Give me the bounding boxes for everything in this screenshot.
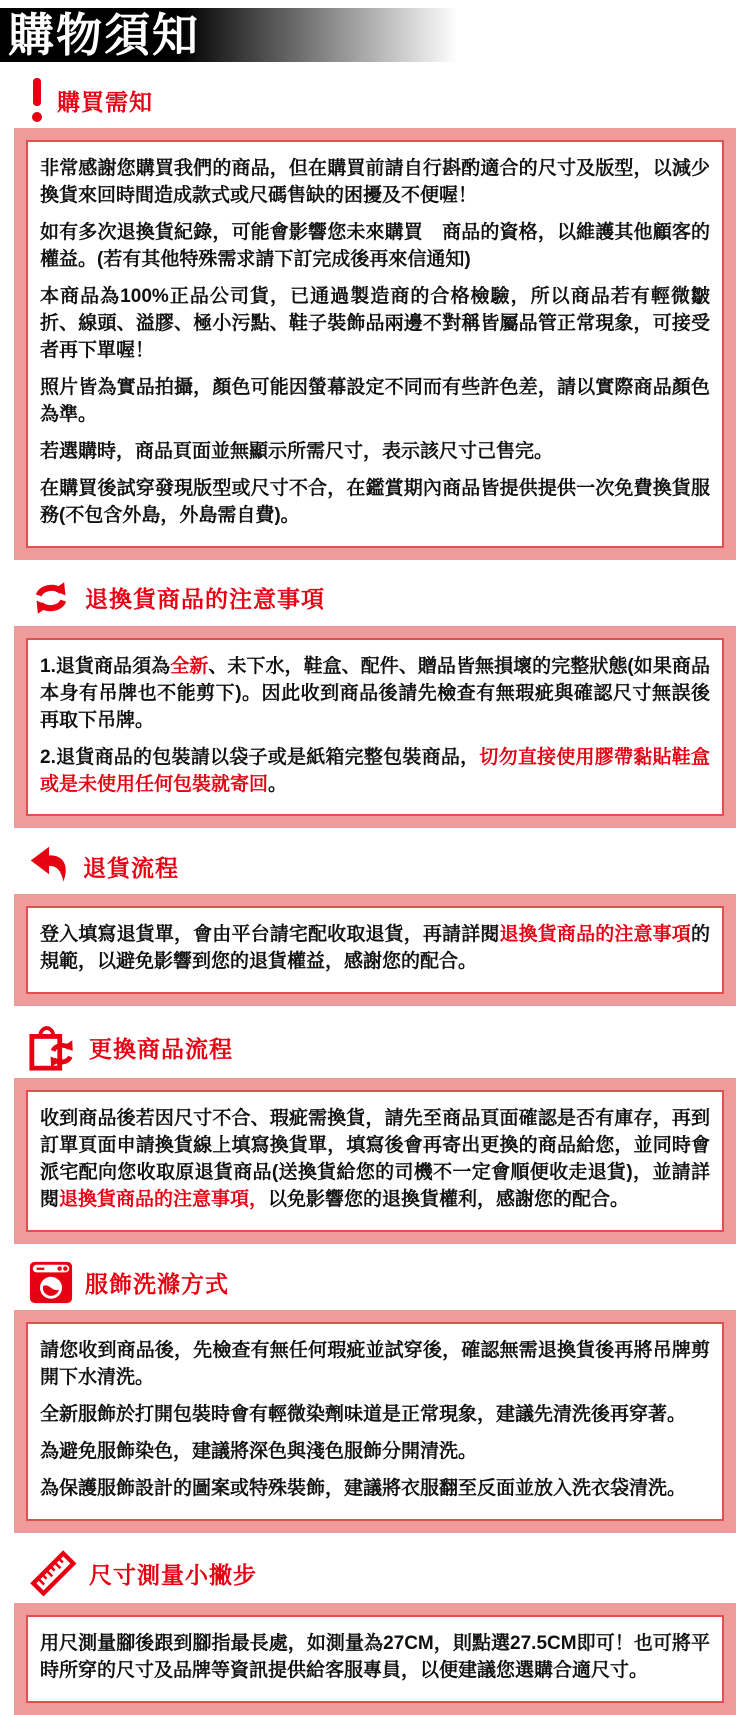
- section-size-measure-tips: [0, 1548, 750, 1715]
- section-content: [26, 1322, 724, 1521]
- paragraph: 為保護服飾設計的圖案或特殊裝飾，建議將衣服翻至反面並放入洗衣袋清洗。: [40, 1478, 687, 1500]
- paragraph: 登入填寫退貨單，會由平台請宅配收取退貨，再請詳閱退換貨商品的注意事項的規範，以避免影響到您的退貨權益，感謝您的配合。: [40, 924, 710, 973]
- paragraph: 收到商品後若因尺寸不合、瑕疵需換貨，請先至商品頁面確認是否有庫存，再到訂單頁面申請換貨線上填寫換貨單，填寫後會再寄出更換的商品給您，並同時會派宅配向您收取原退貨商品(送換貨給您的司機不一定會順便收走退貨)，並請詳閱退換貨商品的注意事項，以免影響您的退換貨權利，感謝您的配合。: [40, 1108, 710, 1211]
- bag-exchange-icon: [28, 1021, 78, 1073]
- paragraph: 本商品為100%正品公司貨，已通過製造商的合格檢驗，所以商品若有輕微皺折、線頭、溢膠、極小污點、鞋子裝飾品兩邊不對稱皆屬品管正常現象，可接受者再下單喔！: [40, 285, 710, 361]
- section-washing-instructions: [0, 1259, 750, 1533]
- paragraph: 請您收到商品後，先檢查有無任何瑕疵並試穿後，確認無需退換貨後再將吊牌剪開下水清洗。: [40, 1340, 710, 1389]
- return-arrow-icon: [28, 844, 72, 888]
- paragraph: 1.退貨商品須為全新、未下水，鞋盒、配件、贈品皆無損壞的完整狀態(如果商品本身有吊牌也不能剪下)。因此收到商品後請先檢查有無瑕疵與確認尺寸無誤後再取下吊牌。: [40, 655, 710, 731]
- section-header: [28, 1259, 740, 1305]
- section-box: [14, 1078, 736, 1244]
- section-return-process: [0, 843, 750, 1006]
- section-box: [14, 626, 736, 829]
- section-box: [14, 894, 736, 1006]
- section-content: [26, 1615, 724, 1703]
- section-title: 退貨流程: [83, 854, 179, 881]
- section-title: 尺寸測量小撇步: [89, 1561, 257, 1588]
- section-header: [28, 1548, 740, 1598]
- section-content: [26, 638, 724, 817]
- section-content: [26, 1090, 724, 1232]
- section-return-exchange-notes: [0, 575, 750, 829]
- paragraph: 2.退貨商品的包裝請以袋子或是紙箱完整包裝商品，切勿直接使用膠帶黏貼鞋盒或是未使用任何包裝就寄回。: [40, 746, 710, 795]
- exclamation-icon: [28, 77, 46, 123]
- section-title: 購買需知: [57, 88, 153, 115]
- paragraph: 為避免服飾染色，建議將深色與淺色服飾分開清洗。: [40, 1441, 478, 1463]
- paragraph: 全新服飾於打開包裝時會有輕微染劑味道是正常現象，建議先清洗後再穿著。: [40, 1404, 687, 1426]
- recycle-icon: [28, 577, 74, 619]
- paragraph: 在購買後試穿發現版型或尺寸不合，在鑑賞期內商品皆提供提供一次免費換貨服務(不包含外島，外島需自費)。: [40, 477, 710, 526]
- section-header: [28, 1021, 740, 1073]
- section-content: [26, 906, 724, 994]
- section-box: [14, 1310, 736, 1533]
- section-header: [28, 843, 740, 889]
- section-content: [26, 140, 724, 548]
- paragraph: 若選購時，商品頁面並無顯示所需尺寸，表示該尺寸己售完。: [40, 440, 554, 462]
- page-title: 購物須知: [8, 9, 200, 61]
- washing-machine-icon: [28, 1259, 74, 1305]
- paragraph: 如有多次退換貨紀錄，可能會影響您未來購買 商品的資格，以維護其他顧客的權益。(若有其他特殊需求請下訂完成後再來信通知): [40, 221, 710, 270]
- section-exchange-process: [0, 1021, 750, 1244]
- paragraph: 非常感謝您購買我們的商品，但在購買前請自行斟酌適合的尺寸及版型，以減少換貨來回時間造成款式或尺碼售缺的困擾及不便喔！: [40, 158, 710, 206]
- section-title: 服飾洗滌方式: [85, 1270, 229, 1297]
- page-title-banner: [0, 8, 750, 62]
- ruler-icon: [28, 1548, 78, 1598]
- section-title: 退換貨商品的注意事項: [85, 586, 325, 613]
- paragraph: 照片皆為實品拍攝，顏色可能因螢幕設定不同而有些許色差，請以實際商品顏色為準。: [40, 376, 710, 425]
- section-header: [28, 575, 740, 621]
- paragraph: 用尺測量腳後跟到腳指最長處，如測量為27CM，則點選27.5CM即可！也可將平時所穿的尺寸及品牌等資訊提供給客服專員，以便建議您選購合適尺寸。: [40, 1633, 710, 1682]
- section-box: [14, 1603, 736, 1715]
- section-header: [28, 77, 740, 123]
- section-box: [14, 128, 736, 560]
- section-purchase-notice: [0, 77, 750, 560]
- section-title: 更換商品流程: [89, 1035, 233, 1062]
